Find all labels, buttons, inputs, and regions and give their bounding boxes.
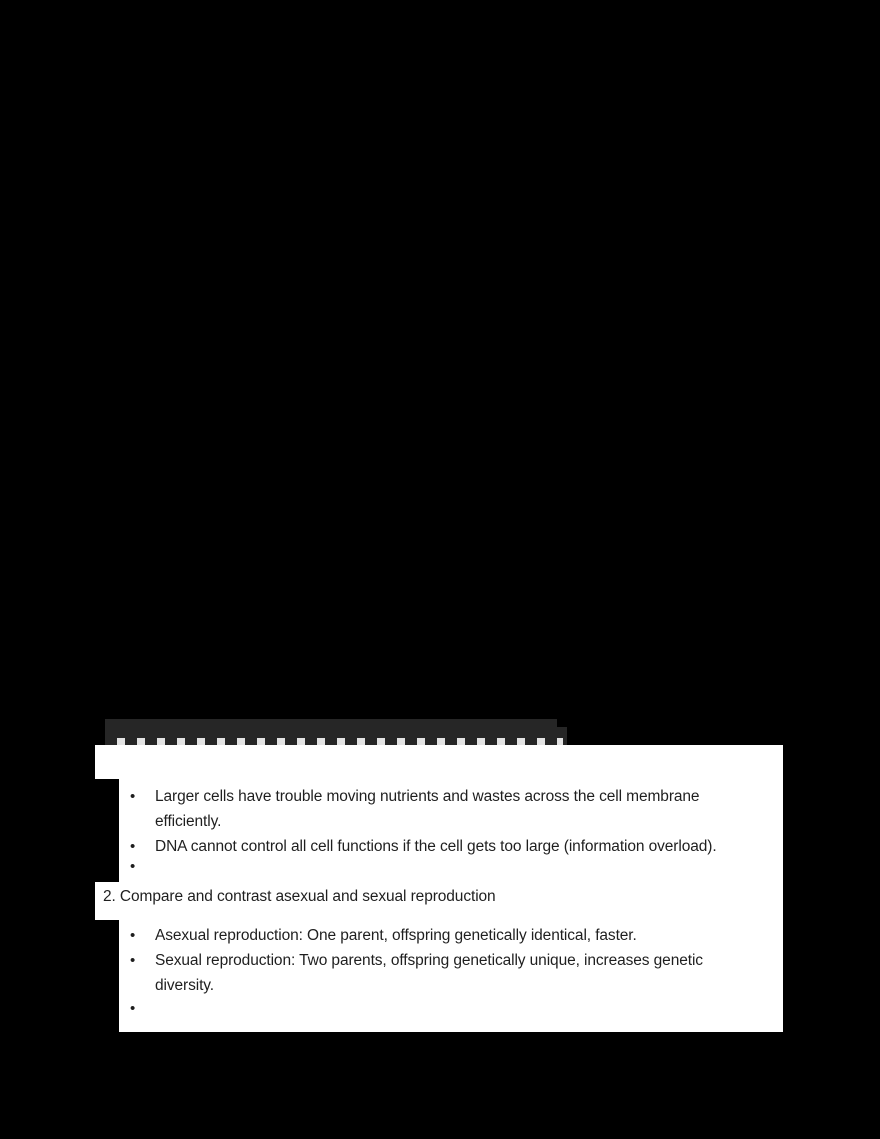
list-item-line: diversity. — [155, 977, 215, 994]
list-item — [130, 923, 637, 948]
bullet-icon: • — [130, 952, 136, 969]
document-page-left-notch-top — [95, 745, 119, 779]
question-heading: 2. Compare and contrast asexual and sexual reproduction — [103, 888, 496, 905]
bullet-icon: • — [130, 927, 136, 944]
list-item-line: Asexual reproduction: One parent, offspring genetically identical, faster. — [155, 927, 637, 944]
bullet-icon: • — [130, 788, 136, 805]
redacted-text-bottom-edge — [105, 738, 563, 745]
list-item — [130, 784, 699, 834]
bullet-icon: • — [130, 858, 136, 875]
list-item-line: Sexual reproduction: Two parents, offspring genetically unique, increases genetic — [155, 952, 703, 969]
list-item-empty — [130, 854, 155, 879]
list-item-line: Larger cells have trouble moving nutrients and wastes across the cell membrane — [155, 788, 700, 805]
list-item — [130, 834, 717, 859]
list-item-line: efficiently. — [155, 813, 222, 830]
list-item — [130, 948, 703, 998]
redacted-heading-bar — [105, 719, 557, 738]
list-item-line: DNA cannot control all cell functions if the cell gets too large (information overload). — [155, 838, 717, 855]
list-item-empty — [130, 996, 155, 1021]
bullet-icon: • — [130, 1000, 136, 1017]
bullet-icon: • — [130, 838, 136, 855]
